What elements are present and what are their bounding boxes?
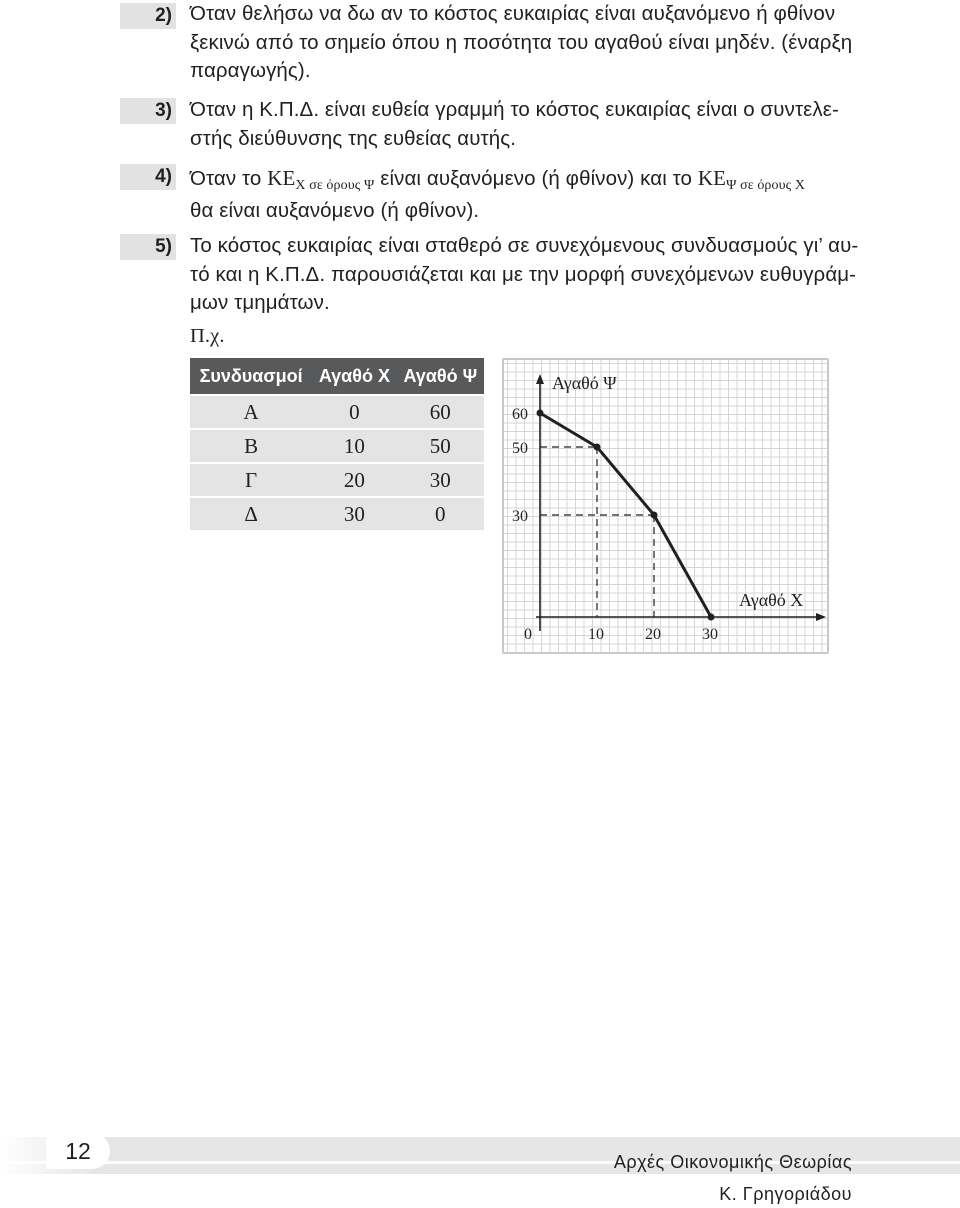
y-tick-label: 60 [512,406,528,423]
item-text [190,232,860,350]
page-number: 12 [46,1133,110,1169]
y-axis-arrow [536,374,544,384]
table-cell: 30 [397,463,484,497]
table-cell: 50 [397,429,484,463]
data-point [594,444,601,451]
table-cell: 0 [312,395,396,429]
text-line: Όταν η Κ.Π.Δ. είναι ευθεία γραμμή το κόστος ευκαιρίας είναι ο συντελε- [190,98,839,121]
header-good-x: Αγαθό Χ [312,358,396,395]
table-cell: 20 [312,463,396,497]
text-fragment: Όταν το [190,167,268,190]
text-line: παραγωγής). [190,59,311,82]
table-header-row [190,358,484,395]
text-line: μων τμημάτων. [190,291,330,314]
example-label: Π.χ. [190,324,225,347]
table-cell: Δ [190,497,312,530]
item-text [190,164,860,225]
text-line: Όταν θελήσω να δω αν το κόστος ευκαιρίας είναι αυξανόμενο ή φθίνον [190,2,836,25]
x-axis-label: Αγαθό Χ [739,590,804,610]
item-text [190,96,860,153]
x-tick-label: 0 [524,626,532,643]
ppf-chart [502,358,829,654]
y-tick-label: 30 [512,508,528,525]
table-cell: 0 [397,497,484,530]
item-text [190,0,860,86]
ppf-chart-svg [504,360,831,656]
table-row [190,429,484,463]
table-cell: Β [190,429,312,463]
text-line [190,164,860,197]
book-title: Αρχές Οικονομικής Θεωρίας [613,1152,852,1172]
data-point [651,512,658,519]
table-cell: Α [190,395,312,429]
table-row [190,463,484,497]
ke-subscript: Ψ σε όρους Χ [726,178,806,193]
table-cell: 60 [397,395,484,429]
y-axis-label: Αγαθό Ψ [552,373,617,393]
item-number: 4) [120,164,176,190]
text-line: στής διεύθυνσης της ευθείας αυτής. [190,126,517,150]
table-cell: Γ [190,463,312,497]
table-row [190,395,484,429]
text-line: θα είναι αυξανόμενο (ή φθίνον). [190,198,480,222]
book-author: Κ. Γρηγοριάδου [719,1184,852,1204]
data-point [708,614,715,621]
text-line: Το κόστος ευκαιρίας είναι σταθερό σε συνεχόμενους συνδυασμούς γι’ αυ- [190,234,859,257]
header-combinations: Συνδυασμοί [190,358,312,395]
text-line: τό και η Κ.Π.Δ. παρουσιάζεται και με την μορφή συνεχόμενων ευθυγράμ- [190,262,857,286]
table-cell: 10 [312,429,396,463]
y-tick-label: 50 [512,440,528,457]
table-row [190,497,484,530]
ke-subscript: Χ σε όρους Ψ [295,178,375,193]
x-tick-label: 10 [588,626,604,643]
item-number: 5) [120,234,176,260]
text-line: ξεκινώ από το σημείο όπου η ποσότητα του αγαθού είναι μηδέν. (έναρξη [190,30,853,54]
ke-symbol: ΚΕ [697,166,727,190]
data-point [537,410,544,417]
x-tick-label: 30 [702,626,718,643]
combinations-table [190,358,484,530]
ke-symbol: ΚΕ [267,166,296,190]
x-axis-arrow [816,613,826,621]
item-number: 2) [120,3,176,29]
x-tick-label: 20 [645,626,661,643]
text-fragment: είναι αυξανόμενο (ή φθίνον) και το [380,167,698,190]
header-good-y: Αγαθό Ψ [397,358,484,395]
item-number: 3) [120,98,176,124]
table-cell: 30 [312,497,396,530]
